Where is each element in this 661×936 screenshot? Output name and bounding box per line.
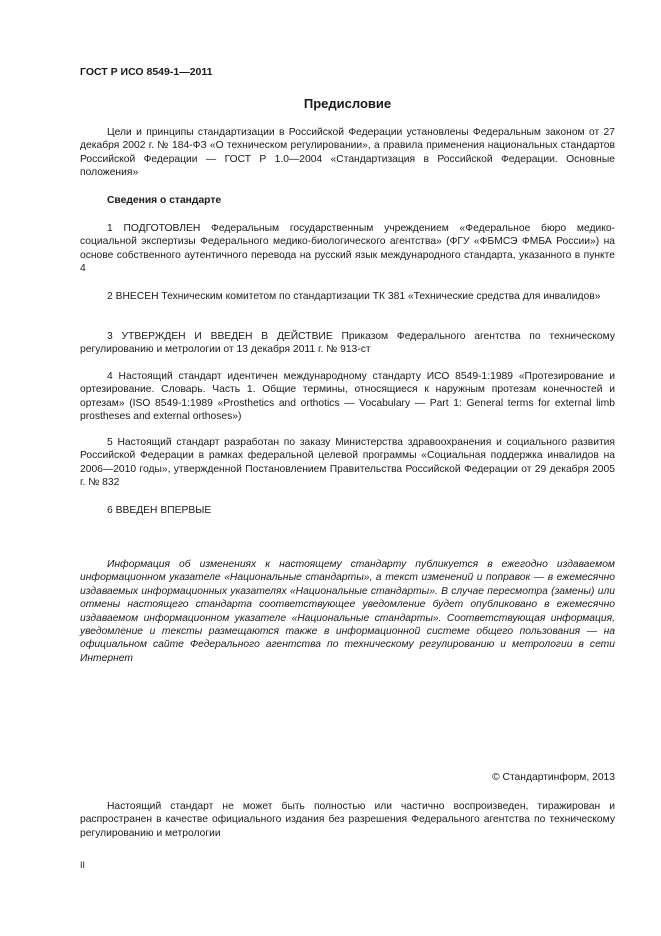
page-number: II (80, 860, 86, 870)
item-2-introduced: 2 ВНЕСЕН Техническим комитетом по стандартизации ТК 381 «Технические средства для инвалидов» (107, 291, 601, 302)
item-6-first-introduced: 6 ВВЕДЕН ВПЕРВЫЕ (107, 505, 212, 516)
item-4-identical: 4 Настоящий стандарт идентичен международному стандарту ИСО 8549-1:1989 «Протезирование и ортезирование. Словарь. Часть 1. Общие термины, относящиеся к наружным протезам конечностей и ортезам» (ISO 8549-1:1989 «Prosthetics and orthotics — Vocabulary — Part 1: General terms for external limb prostheses and external orthoses») (80, 371, 615, 423)
document-code-header: ГОСТ Р ИСО 8549-1—2011 (80, 66, 213, 78)
item-5-developed: 5 Настоящий стандарт разработан по заказу Министерства здравоохранения и социального развития Российской Федерации в рамках федеральной целевой программы «Социальная поддержка инвалидов на 2006—2010 годы», утвержденной Постановлением Правительства Российской Федерации от 29 декабря 2005 г. № 832 (80, 437, 615, 489)
changes-info-notice: Информация об изменениях к настоящему стандарту публикуется в ежегодно издаваемом информационном указателе «Национальные стандарты», а текст изменений и поправок — в ежемесячно издаваемых информационных указателях «Национальные стандарты». В случае пересмотра (замены) или отмены настоящего стандарта соответствующее уведомление будет опубликовано в ежемесячно издаваемом информационном указателе «Национальные стандарты». Соответствующая информация, уведомление и тексты размещаются также в информационной системе общего пользования — на официальном сайте Федерального агентства по техническому регулированию и метрологии в сети Интернет (80, 559, 615, 664)
page-title: Предисловие (303, 96, 392, 111)
section-subheading: Сведения о стандарте (107, 195, 222, 206)
intro-paragraph: Цели и принципы стандартизации в Российской Федерации установлены Федеральным законом от 27 декабря 2002 г. № 184-ФЗ «О техническом регулировании», а правила применения национальных стандартов Российской Федерации — ГОСТ Р 1.0—2004 «Стандартизация в Российской Федерации. Основные положения» (80, 127, 615, 179)
reproduction-notice: Настоящий стандарт не может быть полностью или частично воспроизведен, тиражирован и распространен в качестве официального издания без разрешения Федерального агентства по техническому регулированию и метрологии (80, 801, 615, 839)
item-3-approved: 3 УТВЕРЖДЕН И ВВЕДЕН В ДЕЙСТВИЕ Приказом Федерального агентства по техническому регулированию и метрологии от 13 декабря 2011 г. № 913-ст (80, 331, 615, 356)
copyright-line: © Стандартинформ, 2013 (492, 772, 615, 783)
item-1-prepared: 1 ПОДГОТОВЛЕН Федеральным государственным учреждением «Федеральное бюро медико-социальной экспертизы Федерального медико-биологического агентства» (ФГУ «ФБМСЭ ФМБА России») на основе собственного аутентичного перевода на русский язык международного стандарта, указанного в пункте 4 (80, 223, 615, 275)
